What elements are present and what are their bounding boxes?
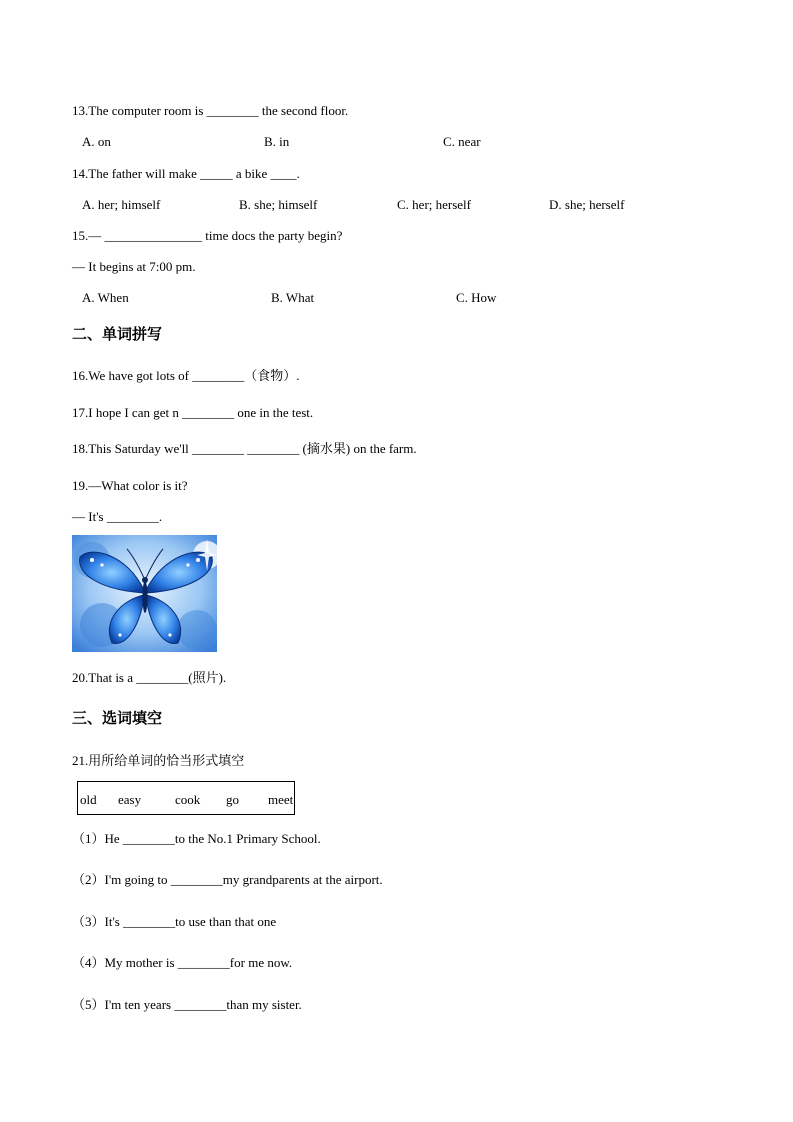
q14-option-a: A. her; himself <box>82 197 161 212</box>
q13-option-a: A. on <box>82 134 111 149</box>
q14-stem: 14.The father will make _____ a bike ____. <box>72 166 300 181</box>
word-bank-item: go <box>226 792 239 807</box>
word-bank-box <box>77 781 295 815</box>
q21-item-3: （3）It's ________to use than that one <box>72 914 277 929</box>
q15-stem: 15.— _______________ time docs the party begin? <box>72 228 343 243</box>
word-bank-item: old <box>80 792 97 807</box>
q21-stem: 21.用所给单词的恰当形式填空 <box>72 753 245 768</box>
word-bank-item: meet <box>268 792 294 807</box>
q21-item-1: （1）He ________to the No.1 Primary School. <box>72 831 321 846</box>
q21-item-4: （4）My mother is ________for me now. <box>72 955 293 970</box>
q14-option-b: B. she; himself <box>239 197 318 212</box>
section-title-word-choice: 三、选词填空 <box>72 709 163 727</box>
q19-stem: 19.—What color is it? <box>72 478 188 493</box>
q19-reply: — It's ________. <box>72 509 163 524</box>
q15-reply: — It begins at 7:00 pm. <box>72 259 196 274</box>
q18-stem: 18.This Saturday we'll ________ ________ (摘水果) on the farm. <box>72 441 417 456</box>
butterfly-illustration <box>72 535 217 652</box>
q13-option-c: C. near <box>443 134 481 149</box>
q21-item-2: （2）I'm going to ________my grandparents at the airport. <box>72 872 383 887</box>
q15-option-b: B. What <box>271 290 315 305</box>
q17-stem: 17.I hope I can get n ________ one in the test. <box>72 405 314 420</box>
section-title-spelling: 二、单词拼写 <box>72 325 163 343</box>
word-bank-item: cook <box>175 792 201 807</box>
q14-option-d: D. she; herself <box>549 197 625 212</box>
q13-option-b: B. in <box>264 134 290 149</box>
butterfly-image <box>72 535 217 652</box>
q13-stem: 13.The computer room is ________ the second floor. <box>72 103 349 118</box>
word-bank-item: easy <box>118 792 142 807</box>
q16-stem: 16.We have got lots of ________（食物）. <box>72 368 300 383</box>
q21-item-5: （5）I'm ten years ________than my sister. <box>72 997 302 1012</box>
q20-stem: 20.That is a ________(照片). <box>72 670 227 685</box>
q15-option-c: C. How <box>456 290 497 305</box>
q15-option-a: A. When <box>82 290 129 305</box>
q14-option-c: C. her; herself <box>397 197 472 212</box>
